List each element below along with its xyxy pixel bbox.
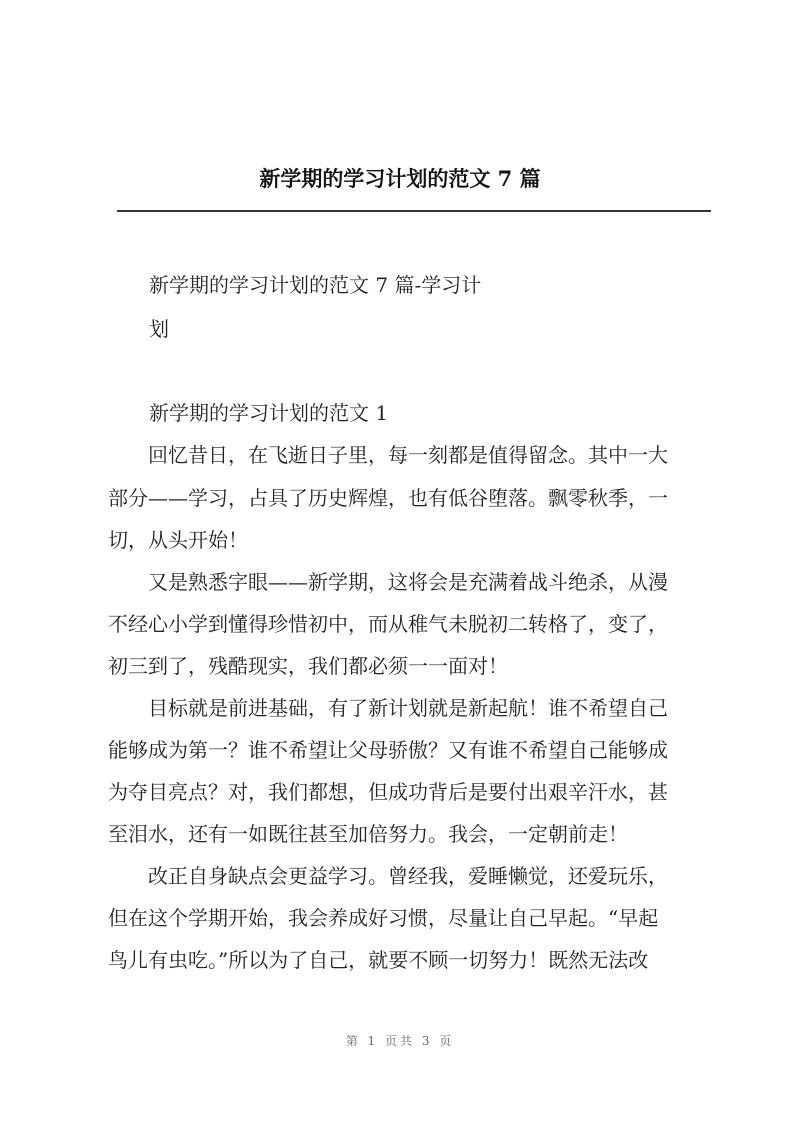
paragraph-line: 能够成为第一？谁不希望让父母骄傲？又有谁不希望自己能够成 [108, 738, 668, 762]
paragraph-line: 回忆昔日，在飞逝日子里，每一刻都是值得留念。其中一大 [108, 443, 668, 467]
paragraph-line: 初三到了，残酷现实，我们都必须一一面对！ [108, 654, 508, 678]
paragraph-line: 部分——学习，占具了历史辉煌，也有低谷堕落。飘零秋季，一 [108, 486, 668, 510]
paragraph-line: 但在这个学期开始，我会养成好习惯，尽量让自己早起。“早起 [108, 906, 659, 930]
paragraph-line: 切，从头开始！ [108, 528, 248, 552]
paragraph-line: 改正自身缺点会更益学习。曾经我，爱睡懒觉，还爱玩乐， [108, 864, 668, 888]
paragraph-line: 鸟儿有虫吃。”所以为了自己，就要不顾一切努力！既然无法改 [108, 948, 649, 972]
document-subtitle-line-1: 新学期的学习计划的范文 7 篇-学习计 [149, 273, 482, 297]
page-number-footer: 第 1 页共 3 页 [345, 1034, 455, 1048]
section-heading: 新学期的学习计划的范文 1 [149, 401, 389, 425]
page-title: 新学期的学习计划的范文 7 篇 [259, 166, 541, 191]
paragraph-line: 至泪水，还有一如既往甚至加倍努力。我会，一定朝前走！ [108, 822, 628, 846]
paragraph-line: 目标就是前进基础，有了新计划就是新起航！谁不希望自己 [108, 696, 668, 720]
paragraph-line: 又是熟悉字眼——新学期，这将会是充满着战斗绝杀，从漫 [108, 570, 668, 594]
paragraph-line: 为夺目亮点？对，我们都想，但成功背后是要付出艰辛汗水，甚 [108, 780, 668, 804]
document-subtitle-line-2: 划 [149, 317, 169, 341]
title-divider [117, 210, 711, 212]
paragraph-line: 不经心小学到懂得珍惜初中，而从稚气未脱初二转格了，变了， [108, 612, 668, 636]
